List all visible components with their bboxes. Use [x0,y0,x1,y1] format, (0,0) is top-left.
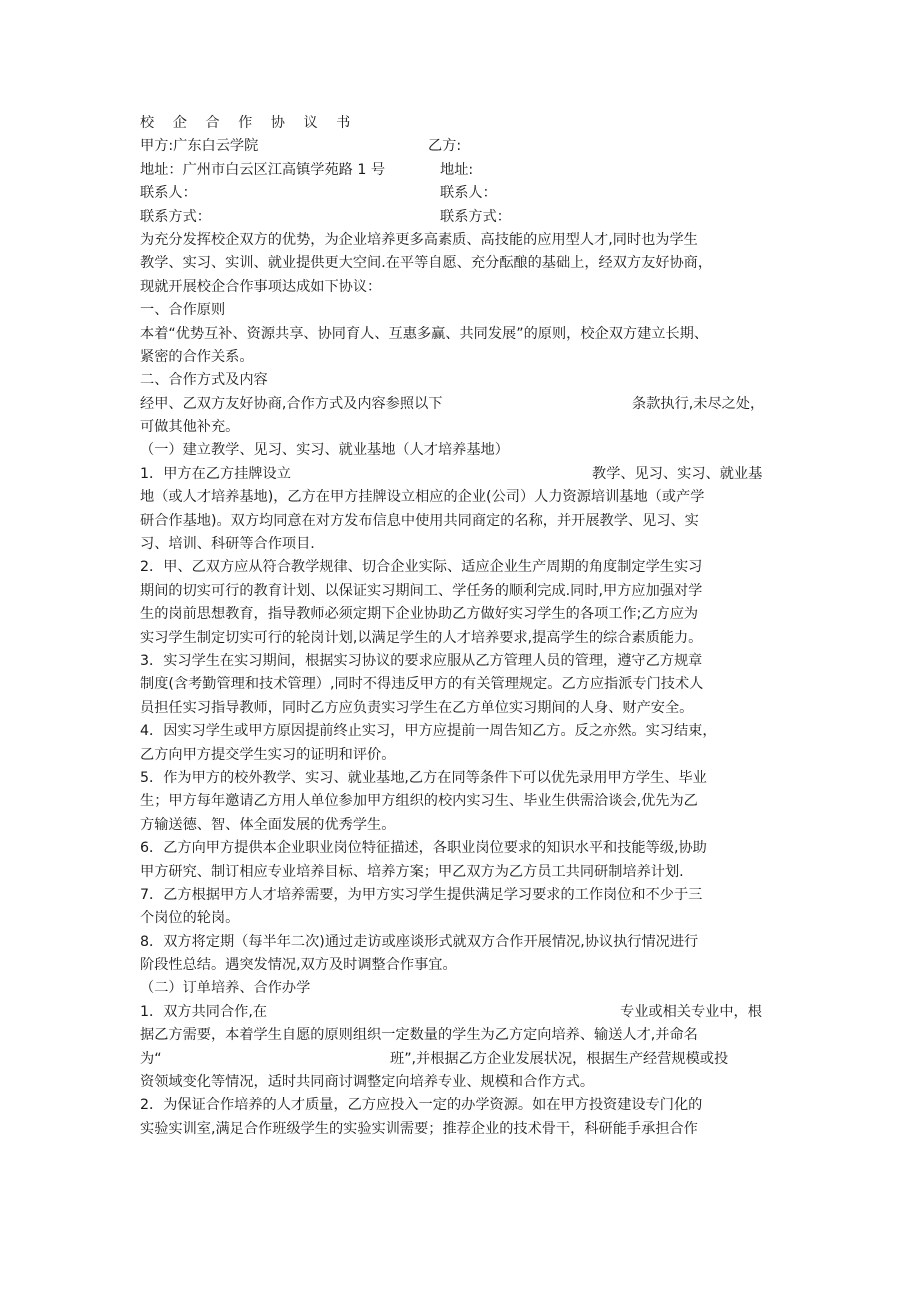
paragraph-line [140,463,790,486]
agreement-document [140,112,790,1141]
address-b: 地址: [440,161,474,178]
phone-b: 联系方式： [440,208,511,225]
paragraph-line: 紧密的合作关系。 [140,348,254,365]
paragraph-line: 6．乙方向甲方提供本企业职业岗位特征描述，各职业岗位要求的知识水平和技能等级,协助 [140,840,707,857]
paragraph-line: 资领域变化等情况，适时共同商讨调整定向培养专业、规模和合作方式。 [140,1074,595,1091]
paragraph-line: 8．双方将定期（每半年二次)通过走访或座谈形式就双方合作开展情况,协议执行情况进行 [140,933,699,950]
paragraph-line: 制度(含考勤管理和技术管理）,同时不得违反甲方的有关管理规定。乙方应指派专门技术人 [140,676,704,693]
paragraph-line: 方输送德、智、体全面发展的优秀学生。 [140,816,396,833]
phone-a: 联系方式： [140,208,211,225]
paragraph-line: 2．为保证合作培养的人才质量，乙方应投入一定的办学资源。如在甲方投资建设专门化的 [140,1097,703,1114]
paragraph-line: 可做其他补充。 [140,419,240,436]
party-row [140,135,790,158]
paragraph-line: 实习学生制定切实可行的轮岗计划,以满足学生的人才培养要求,提高学生的综合素质能力。 [140,629,703,646]
contact-row [140,182,790,205]
contact-a: 联系人： [140,185,197,202]
intro-line: 教学、实习、实训、就业提供更大空间.在平等自愿、充分酝酿的基础上，经双方友好协商， [140,255,713,272]
paragraph-line: 3．实习学生在实习期间，根据实习协议的要求应服从乙方管理人员的管理，遵守乙方规章 [140,652,703,669]
section-heading: 二、合作方式及内容 [140,372,268,389]
paragraph-line: 5．作为甲方的校外教学、实习、就业基地,乙方在同等条件下可以优先录用甲方学生、毕业 [140,769,707,786]
o1-line3-left: 为“ [140,1050,162,1067]
item1-right: 教学、见习、实习、就业基 [592,465,763,482]
paragraph-line: 阶段性总结。遇突发情况,双方及时调整合作事宜。 [140,957,457,974]
party-b: 乙方: [428,138,462,155]
section-heading: 一、合作原则 [140,302,226,319]
paragraph-line: 甲方研究、制订相应专业培养目标、培养方案；甲乙双方为乙方员工共同研制培养计划. [140,863,684,880]
paragraph-line: 习、培训、科研等合作项目. [140,536,315,553]
s2-intro-left: 经甲、乙双方友好协商,合作方式及内容参照以下 [140,395,443,412]
paragraph-line: 7．乙方根据甲方人才培养需要，为甲方实习学生提供满足学习要求的工作岗位和不少于三 [140,886,703,903]
paragraph-line: 4．因实习学生或甲方原因提前终止实习，甲方应提前一周告知乙方。反之亦然。实习结束， [140,723,717,740]
paragraph-line [140,393,790,416]
paragraph-line: 地（或人才培养基地)，乙方在甲方挂牌设立相应的企业(公司）人力资源培训基地（或产学 [140,489,705,506]
address-a: 地址：广州市白云区江高镇学苑路 1 号 [140,161,386,178]
item1-left: 1．甲方在乙方挂牌设立 [140,465,291,482]
paragraph-line: 生的岗前思想教育，指导教师必须定期下企业协助乙方做好实习学生的各项工作;乙方应为 [140,606,699,623]
paragraph-line: 2．甲、乙双方应从符合教学规律、切合企业实际、适应企业生产周期的角度制定学生实习 [140,559,703,576]
paragraph-line: 研合作基地)。双方均同意在对方发布信息中使用共同商定的名称，并开展教学、见习、实 [140,512,699,529]
paragraph-line: 据乙方需要，本着学生自愿的原则组织一定数量的学生为乙方定向培养、输送人才,并命名 [140,1027,698,1044]
o1-right: 专业或相关专业中，根 [620,1003,762,1020]
intro-line: 现就开展校企合作事项达成如下协议： [140,278,382,295]
o1-left: 1．双方共同合作,在 [140,1003,268,1020]
paragraph-line: 生；甲方每年邀请乙方用人单位参加甲方组织的校内实习生、毕业生供需洽谈会,优先为乙 [140,793,698,810]
subsection-heading: （二）订单培养、合作办学 [140,980,311,997]
paragraph-line: 期间的切实可行的教育计划、以保证实习期间工、学任务的顺利完成.同时,甲方应加强对学 [140,582,703,599]
s2-intro-right: 条款执行,未尽之处， [632,395,765,412]
paragraph-line: 实验实训室,满足合作班级学生的实验实训需要；推荐企业的技术骨干，科研能手承担合作 [140,1120,698,1137]
paragraph-line: 本着“优势互补、资源共享、协同育人、互惠多赢、共同发展”的原则，校企双方建立长期、 [140,325,709,342]
contact-b: 联系人： [440,185,497,202]
paragraph-line: 个岗位的轮岗。 [140,910,240,927]
phone-row [140,206,790,229]
o1-line3-right: 班”,并根据乙方企业发展状况，根据生产经营规模或投 [390,1050,729,1067]
document-title: 校 企 合 作 协 议 书 [140,115,358,131]
intro-line: 为充分发挥校企双方的优势，为企业培养更多高素质、高技能的应用型人才,同时也为学生 [140,231,698,248]
party-a: 甲方:广东白云学院 [140,138,259,155]
paragraph-line [140,1001,790,1024]
address-row [140,159,790,182]
paragraph-line: 员担任实习指导教师，同时乙方应负责实习学生在乙方单位实习期间的人身、财产安全。 [140,699,694,716]
subsection-heading: （一）建立教学、见习、实习、就业基地（人才培养基地） [140,442,509,459]
paragraph-line: 乙方向甲方提交学生实习的证明和评价。 [140,746,396,763]
paragraph-line [140,1048,790,1071]
